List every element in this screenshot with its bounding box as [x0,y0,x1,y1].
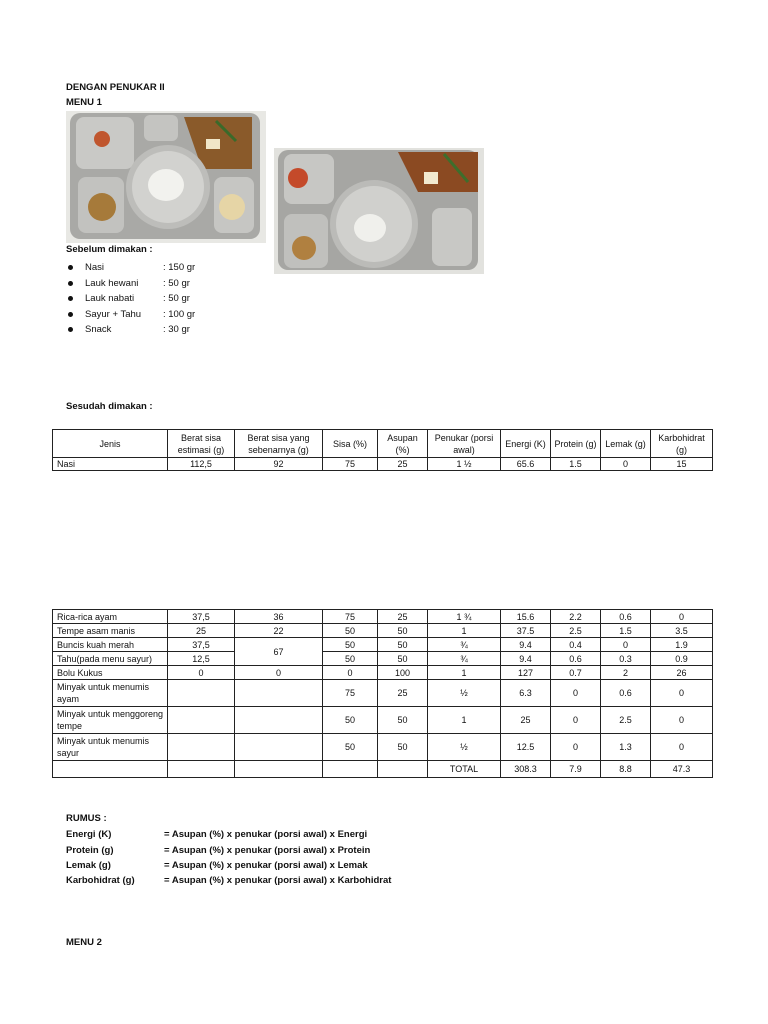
total-row: TOTAL 308.3 7.9 8.8 47.3 [53,761,713,778]
menu-1-heading: MENU 1 [66,97,102,108]
bullet-icon [68,327,73,332]
formula-lemak: Lemak (g) = Asupan (%) x penukar (porsi awal) x Lemak [66,860,368,871]
table-row: Rica-rica ayam 37,5 36 75 25 1 ¾ 15.6 2.2 0.6 0 [53,610,713,624]
table-row: Minyak untuk menumis sayur 50 50 ½ 12.5 0 1.3 0 [53,734,713,761]
table-row: Tahu(pada menu sayur) 12,5 50 50 ¾ 9.4 0.6 0.3 0.9 [53,652,713,666]
table-row: Nasi 112,5 92 75 25 1 ½ 65.6 1.5 0 15 [53,458,713,471]
column-header: Berat sisa estimasi (g) [168,430,235,458]
intake-table-body [52,609,713,778]
bullet-icon [68,281,73,286]
list-item: Lauk nabati : 50 gr [60,291,195,307]
bullet-icon [68,296,73,301]
rumus-heading: RUMUS : [66,813,107,824]
column-header: Energi (K) [501,430,551,458]
column-header: Berat sisa yang sebenarnya (g) [235,430,323,458]
list-item: Snack : 30 gr [60,322,195,338]
table-row: Buncis kuah merah 37,5 67 50 50 ¾ 9.4 0.4 0 1.9 [53,638,713,652]
food-tray-before-photo [66,111,266,243]
list-item: Sayur + Tahu : 100 gr [60,307,195,323]
column-header: Asupan (%) [378,430,428,458]
column-header: Sisa (%) [323,430,378,458]
column-header: Protein (g) [551,430,601,458]
table-row: Minyak untuk menggoreng tempe 50 50 1 25 0 2.5 0 [53,707,713,734]
total-label: TOTAL [428,761,501,778]
food-tray-after-photo [274,148,484,274]
after-eating-label: Sesudah dimakan : [66,401,153,412]
section-heading: DENGAN PENUKAR II [66,82,165,93]
column-header: Karbohidrat (g) [651,430,713,458]
intake-table-header [52,429,713,471]
bullet-icon [68,265,73,270]
formula-energi: Energi (K) = Asupan (%) x penukar (porsi awal) x Energi [66,829,368,840]
before-eating-list [60,260,195,338]
table-row: Minyak untuk menumis ayam 75 25 ½ 6.3 0 0.6 0 [53,680,713,707]
before-eating-label: Sebelum dimakan : [66,244,153,255]
column-header: Jenis [53,430,168,458]
formula-karbohidrat: Karbohidrat (g) = Asupan (%) x penukar (porsi awal) x Karbohidrat [66,875,392,886]
bullet-icon [68,312,73,317]
menu-2-heading: MENU 2 [66,937,102,948]
column-header: Penukar (porsi awal) [428,430,501,458]
column-header: Lemak (g) [601,430,651,458]
table-row: Tempe asam manis 25 22 50 50 1 37.5 2.5 1.5 3.5 [53,624,713,638]
list-item: Nasi : 150 gr [60,260,195,276]
list-item: Lauk hewani : 50 gr [60,276,195,292]
formula-protein: Protein (g) = Asupan (%) x penukar (porsi awal) x Protein [66,845,371,856]
table-row: Bolu Kukus 0 0 0 100 1 127 0.7 2 26 [53,666,713,680]
